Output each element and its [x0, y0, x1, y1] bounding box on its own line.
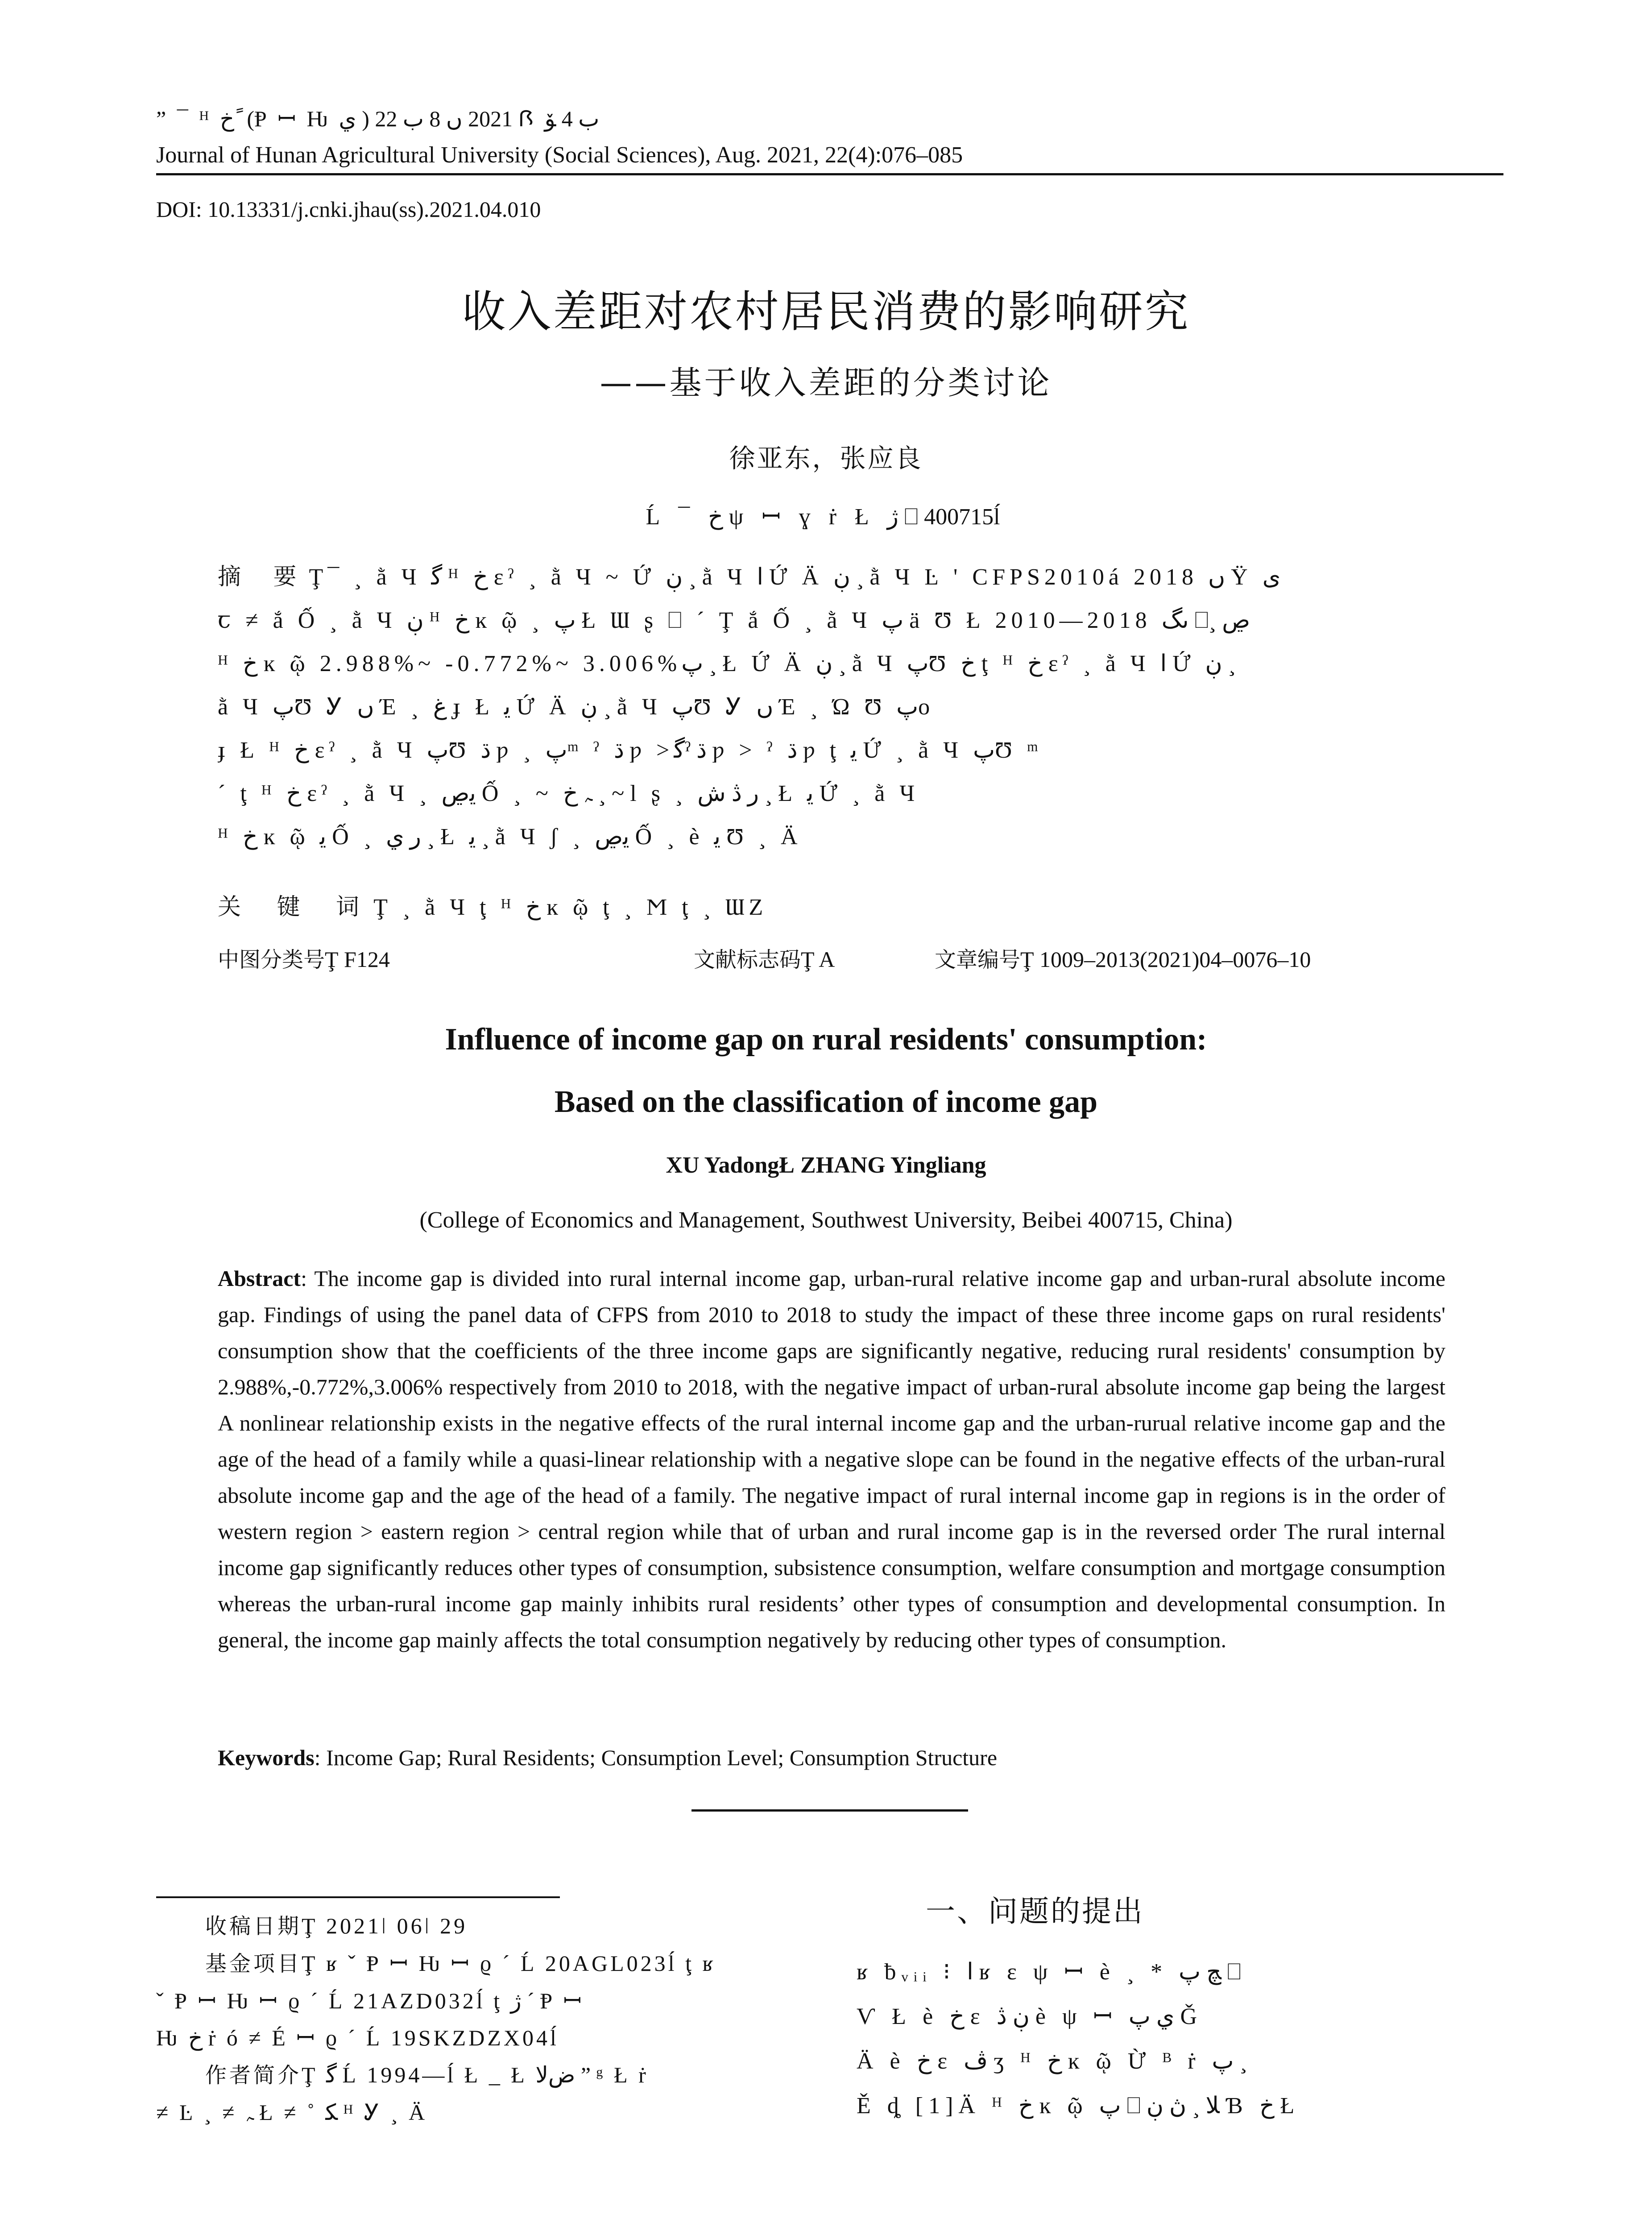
footnote-rule	[156, 1896, 560, 1898]
abstract-cn-line: ᴴ ﺥ ĸ ῷ 2.988%~ -0.772%~ 3.006%پ ¸ Ł Ứ Ä ڹ ¸ ằ Ч پƱ ﺥ ţ ᴴ ﺥ ɛˀ ¸ ằ Ч ﺍ Ứ ڹ ¸	[218, 651, 1236, 676]
affiliation-cn: Ĺ ¯ ﺥ ψ ꟷ ɣ ṙ Ł ژ ⎕ 400715ĺ	[646, 504, 1006, 530]
journal-header-cn: ” ¯ ᴴ ﺥ ً (Ᵽ ꟷ Ƕ ي ) 2021 ں 8 ب 22 Ꟗ ب 4 ﯚ	[156, 106, 600, 131]
article-number-value: Ţ 1009–2013(2021)04–0076–10	[1020, 947, 1311, 972]
title-en-line-1: Influence of income gap on rural residents' consumption:	[445, 1022, 1207, 1057]
abstract-cn-line: 摘 要Ţ¯ ¸ ằ Ч ﮔ ᴴ ﺥ ɛˀ ¸ ằ Ч ~ Ứ ڹ ¸ ằ Ч ﺍ Ứ Ä ڹ ¸ ằ Ч Ŀ ' CFPS2010á 2018 ں Ÿ ی	[218, 564, 1281, 590]
keywords-cn	[218, 888, 767, 921]
subtitle-cn: ——基于收入差距的分类讨论	[600, 364, 1052, 402]
abstract-en-text: : The income gap is divided into rural internal income gap, urban-rural relative income gap and urban-rural absolute income gap. Findings of using the panel data of CFPS from 2010 to 2018 to study the impact of these three income gaps on rural residents' consumption show that the coefficients of the three income gaps are significantly negative, reducing rural residents' consumption by 2.988%,-0.772%,3.006% respectively from 2010 to 2018, with the negative impact of urban-rural absolute income gap being the largest A nonlinear relationship exists in the negative effects of the rural internal income gap and the urban-rurual relative income gap and the age of the head of a family while a quasi-linear relationship with a negative slope can be found in the negative effects of the urban-rural absolute income gap and the age of the head of a family. The negative impact of rural internal income gap in regions is in the order of western region > eastern region > central region while that of urban and rural income gap is in the reversed order The rural internal income gap significantly reduces other types of consumption, subsistence consumption, welfare consumption and mortgage consumption whereas the urban-rural income gap mainly inhibits rural residents’ other types of consumption and developmental consumption. In general, the income gap mainly affects the total consumption negatively by reducing other types of consumption.	[218, 1266, 1445, 1652]
section-divider	[691, 1809, 968, 1812]
authors-cn: 徐亚东，张应良	[729, 443, 923, 473]
body-line: ʁ ƀᵥᵢᵢ ⁝ ﺍ ʁ ɛ ψ ꟷ è ¸ * ﭻ پ ⎕	[857, 1959, 1241, 1985]
fund-project: 基金项目Ţ ʁ ˇ Ᵽ ꟷ Ƕ ꟷ ϱ ˊ Ĺ 20AGL023ĺ ţ ʁ	[205, 1951, 716, 1976]
journal-header-en: Journal of Hunan Agricultural University (Social Sciences), Aug. 2021, 22(4):076–085	[156, 142, 963, 168]
fund-project-line: ˇ Ᵽ ꟷ Ƕ ꟷ ϱ ˊ Ĺ 21AZD032ĺ ţ ژ ˊ Ᵽ ꟷ	[156, 1988, 584, 2013]
doc-code-value: Ţ A	[801, 947, 835, 972]
body-line: Ѵ Ł è ﺥ ɛ ڹ ڎ è ψ ꟷ ي پ Ǧ	[857, 2004, 1203, 2029]
clc-value: Ţ F124	[325, 947, 390, 972]
body-line: Ä è ﺥ ɛ ڤ ʒ ᴴ ﺥ ĸ ῷ Ừ ᴮ ṙ پ ¸	[857, 2049, 1247, 2074]
keywords-cn-label: 关 键 词	[218, 894, 374, 921]
abstract-cn-line: ᴴ ﺥ ĸ ῷ ﯾ Ố ¸ ﺭ ي ¸ Ł ﯾ ¸ ằ Ч ʃ ¸ ﯾڝ Ố ¸ è ﯾ Ʊ ¸ Ä	[218, 824, 802, 850]
article-number	[935, 942, 1311, 973]
abstract-cn	[218, 556, 1449, 858]
author-bio: 作者简介Ţ ﮔ Ĺ 1994—ĺ Ł _ Ł ﺽﻻ ” ᵍ Ł ṙ	[205, 2062, 649, 2088]
clc-number	[218, 942, 390, 973]
keywords-en	[218, 1745, 997, 1771]
abstract-cn-line: ằ Ч پƱ Ꭹ ں Έ ¸ ﻍ ɟ Ł ﯾ Ứ Ä ڹ ¸ ằ Ч پƱ Ꭹ ں Έ ¸ Ώ Ʊ پo	[218, 694, 935, 720]
keywords-cn-value: Ţ ¸ ằ Ч ţ ᴴ ﺥ ĸ ῷ ţ ¸ Ϻ ţ ¸ ƜZ	[373, 895, 768, 920]
title-en-line-2: Based on the classification of income gap	[554, 1085, 1098, 1119]
title-cn: 收入差距对农村居民消费的影响研究	[462, 286, 1190, 337]
footnote	[156, 1908, 825, 2131]
fund-project-line: Ƕ ﺥ ṙ ó ≠ É ꟷ ϱ ˊ Ĺ 19SKZDZX04ĺ	[156, 2025, 559, 2050]
clc-label: 中图分类号	[218, 947, 325, 972]
header-rule	[156, 173, 1503, 175]
section-body	[857, 1950, 1506, 2128]
keywords-en-label: Keywords	[218, 1745, 315, 1770]
document-code	[694, 942, 835, 973]
abstract-en	[218, 1261, 1445, 1658]
body-line: Ě ȡ [1]Ä ᴴ ﺥ ĸ ῷ پ ⎕ ﻼ ¸ ڽ ڹ Ɓ ﺥ Ł	[857, 2093, 1300, 2119]
article-number-label: 文章编号	[935, 947, 1021, 972]
doi: DOI: 10.13331/j.cnki.jhau(ss).2021.04.010	[156, 197, 541, 222]
section-heading: 一、问题的提出	[926, 1894, 1144, 1928]
keywords-en-text: : Income Gap; Rural Residents; Consumption Level; Consumption Structure	[314, 1745, 998, 1770]
abstract-en-label: Abstract	[218, 1266, 301, 1291]
doc-code-label: 文献标志码	[694, 947, 801, 972]
abstract-cn-line: ꞇ ≠ ắ Ố ¸ ằ Ч ڹ ᴴ ﺥ ĸ ῷ ¸ پ Ł Ɯ ʂ ⎕ ´ Ţ ắ Ố ¸ ằ Ч پ ä Ʊ Ł 2010—2018 ںگ ⎕¸ ڝ	[218, 608, 1250, 633]
received-date: 收稿日期Ţ 2021ǀ 06ǀ 29	[205, 1913, 468, 1939]
author-bio-line: ≠ Ŀ ¸ ≠ ﮧ Ł ≠ ˚ ﮑ ᴴ Ꭹ ¸ Ä	[156, 2100, 428, 2125]
abstract-cn-line: ˊ ţ ᴴ ﺥ ɛˀ ¸ ằ Ч ¸ ﯾڝ Ố ¸ ~ ﮧ ﺥ ¸ ~ l ʂ ¸ ﺭ ڎ ﺵ ¸ Ł ﯾ Ứ ¸ ằ Ч	[218, 781, 919, 806]
abstract-cn-line: ɟ Ł ᴴ ﺥ ɛˀ ¸ ằ Ч پƱ ﮄ ƿ ¸ پᵐ ˀ ﮄ ƿ >ﮔˀ ﮄ ƿ > ˀ ﮄ ƿ ţ ﯾ Ứ ¸ ằ Ч پƱ ᵐ	[218, 738, 1043, 763]
affiliation-en: (College of Economics and Management, Southwest University, Beibei 400715, China)	[419, 1207, 1233, 1233]
authors-en: XU YadongŁ ZHANG Yingliang	[666, 1153, 986, 1178]
abstract-cn-label: 摘 要	[218, 564, 309, 590]
